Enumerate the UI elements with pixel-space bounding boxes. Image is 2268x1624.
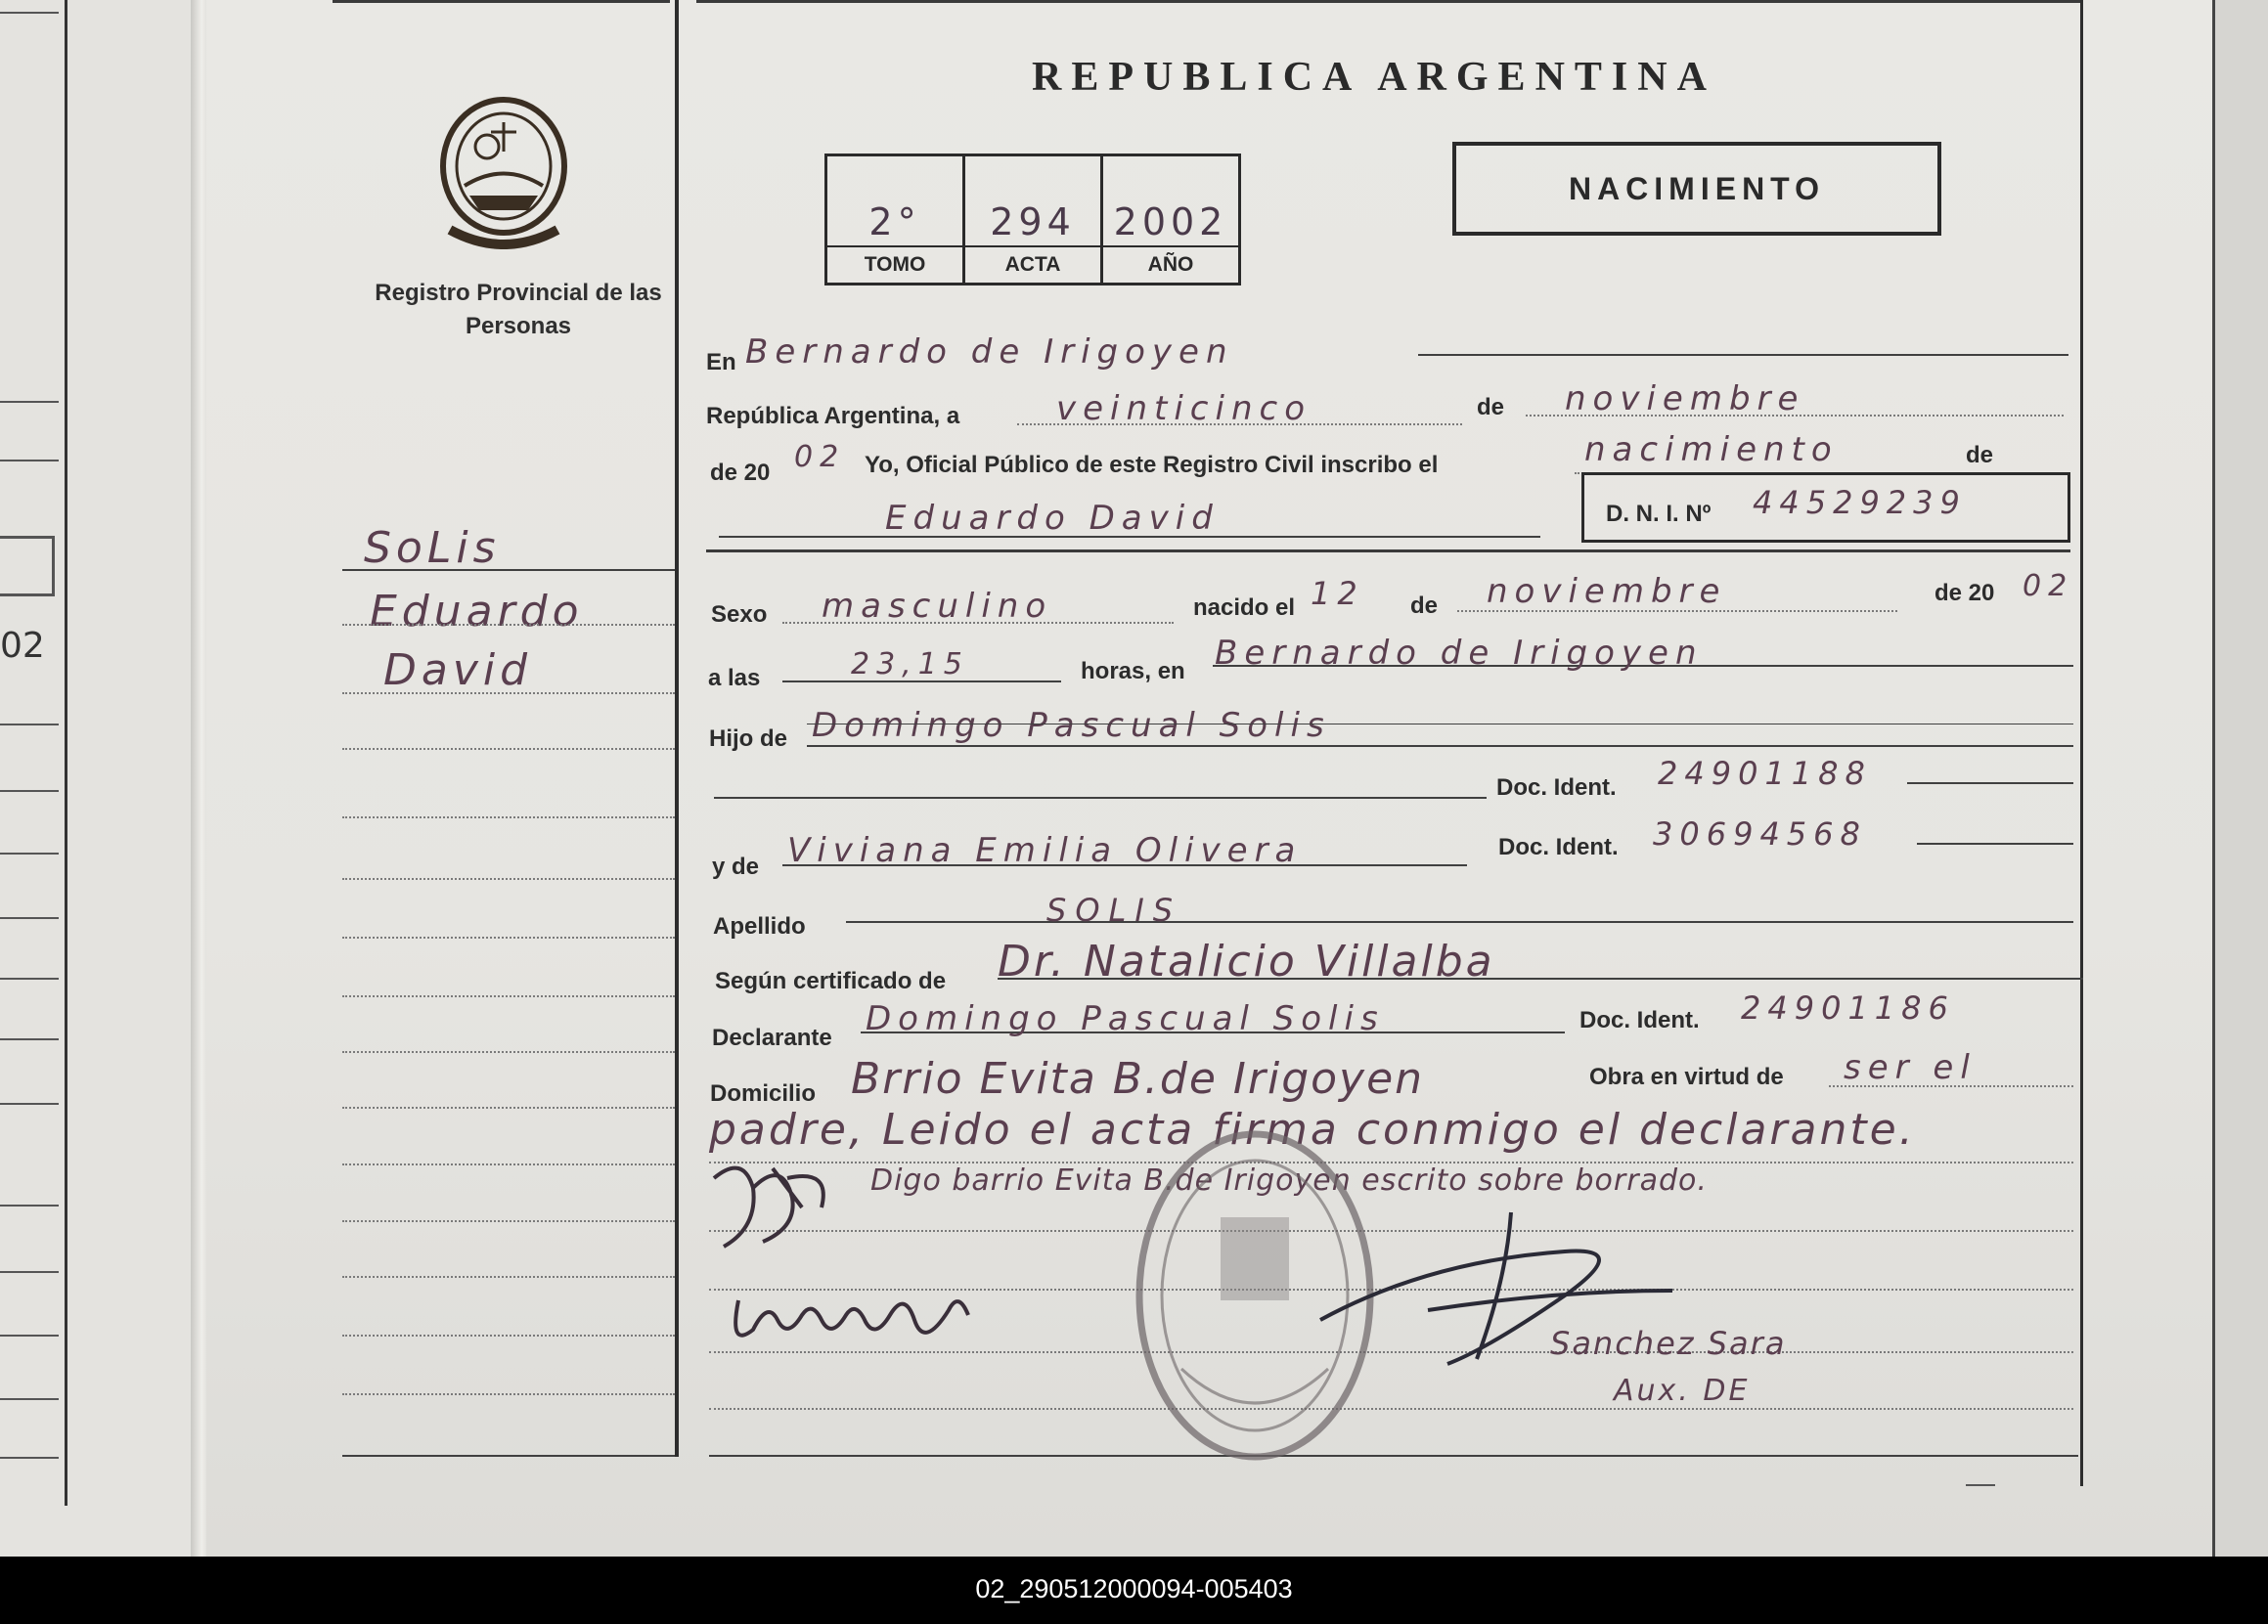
tomo-value: 2°	[868, 200, 921, 243]
left-page-line	[0, 853, 59, 855]
official-label: Yo, Oficial Público de este Registro Civil inscribo el	[865, 452, 1439, 478]
right-edge-line	[2212, 0, 2215, 1557]
margin-first-name: Eduardo	[370, 587, 584, 636]
mother-doc: 30694568	[1653, 815, 1867, 853]
en-label: En	[706, 349, 736, 375]
record-type-box: NACIMIENTO	[1452, 142, 1941, 236]
left-page-line	[0, 790, 59, 792]
republica-label: República Argentina, a	[706, 403, 960, 429]
fill-line	[709, 1408, 2073, 1410]
dni-label: D. N. I. Nº	[1606, 501, 1712, 527]
declarant-doc: 24901186	[1741, 989, 1955, 1027]
margin-line	[342, 1163, 675, 1165]
de20-label: de 20	[710, 460, 771, 486]
right-page-edge	[2212, 0, 2268, 1557]
official-rank-signature: Aux. DE	[1614, 1374, 1751, 1408]
birth-day: 12	[1311, 575, 1364, 612]
de-label: de	[1477, 394, 1505, 420]
fill-line	[846, 921, 2073, 923]
registration-day: veinticinco	[1056, 389, 1312, 428]
correction-note: Digo barrio Evita B.de Irigoyen escrito sobre borrado.	[870, 1163, 1708, 1198]
dni-value: 44529239	[1753, 484, 1967, 521]
hijo-label: Hijo de	[709, 725, 788, 752]
margin-line	[342, 816, 675, 818]
margin-line	[342, 1220, 675, 1222]
left-page-line	[0, 1398, 59, 1400]
horas-label: horas, en	[1081, 658, 1185, 684]
top-rule-right	[696, 0, 2080, 3]
left-page-box	[0, 536, 55, 596]
book-fold	[191, 0, 206, 1557]
declarante-label: Declarante	[712, 1025, 832, 1051]
left-page-line	[0, 1103, 59, 1105]
left-page-line	[0, 12, 59, 14]
cert-label: Según certificado de	[715, 968, 947, 994]
nacido-label: nacido el	[1193, 594, 1296, 621]
form-right-border	[2080, 0, 2083, 1486]
surname-value: SOLIS	[1046, 892, 1182, 929]
declarant-initials-signature-icon	[704, 1149, 841, 1256]
acta-value: 294	[990, 200, 1076, 243]
top-rule-left	[333, 0, 670, 3]
obra-value: ser el	[1844, 1048, 1977, 1087]
misiones-seal-icon	[430, 93, 577, 249]
left-page-line	[0, 1205, 59, 1207]
ano-label: AÑO	[1103, 245, 1238, 283]
certifying-doctor: Dr. Natalicio Villalba	[998, 937, 1495, 987]
margin-line	[342, 569, 675, 571]
birth-month: noviembre	[1487, 572, 1727, 611]
father-doc-label: Doc. Ident.	[1496, 774, 1617, 801]
registration-month: noviembre	[1565, 379, 1805, 418]
obra-continuation: padre, Leido el acta firma conmigo el declarante.	[709, 1105, 1916, 1155]
official-name-signature: Sanchez Sara	[1550, 1325, 1787, 1362]
domicilio-label: Domicilio	[710, 1080, 817, 1107]
place-of-registry: Bernardo de Irigoyen	[745, 332, 1234, 372]
left-page-line	[0, 1457, 59, 1459]
birth-place: Bernardo de Irigoyen	[1215, 634, 1704, 673]
left-page-line	[0, 978, 59, 980]
left-page-line	[0, 917, 59, 919]
mother-label: y de	[712, 854, 760, 880]
alas-label: a las	[708, 665, 761, 691]
father-doc: 24901188	[1658, 755, 1872, 792]
left-page-line	[0, 724, 59, 725]
margin-line	[342, 937, 675, 939]
fill-line	[1907, 782, 2073, 784]
fill-line	[714, 797, 1487, 799]
child-name: Eduardo David	[885, 499, 1220, 538]
tomo-label: TOMO	[827, 245, 962, 283]
record-cell-tomo	[827, 156, 965, 283]
father-name: Domingo Pascual Solis	[812, 706, 1331, 745]
sexo-label: Sexo	[711, 601, 768, 628]
apellido-label: Apellido	[713, 913, 806, 940]
margin-line	[342, 748, 675, 750]
obra-label: Obra en virtud de	[1589, 1064, 1784, 1090]
margin-line	[342, 624, 675, 626]
act-type: nacimiento	[1584, 430, 1839, 469]
margin-line	[342, 1393, 675, 1395]
margin-line	[342, 692, 675, 694]
margin-line	[342, 995, 675, 997]
country-title: REPUBLICA ARGENTINA	[1032, 55, 1716, 100]
declarant-name: Domingo Pascual Solis	[866, 999, 1385, 1038]
margin-line	[342, 1107, 675, 1109]
margin-line	[342, 1335, 675, 1337]
birth-time: 23,15	[851, 647, 969, 681]
left-page-line	[0, 1038, 59, 1040]
left-page-year-fragment: 02	[0, 626, 45, 666]
margin-divider	[675, 0, 679, 1457]
form-bottom-line	[709, 1455, 2078, 1457]
registration-year: 02	[794, 440, 846, 474]
birth-de20-label: de 20	[1934, 580, 1995, 606]
birth-de-label: de	[1410, 593, 1439, 619]
margin-surname: SoLis	[364, 523, 501, 573]
section-rule	[706, 549, 2070, 552]
left-facing-page	[0, 0, 196, 1557]
left-page-line	[0, 401, 59, 403]
declarante-doc-label: Doc. Ident.	[1579, 1007, 1700, 1033]
declarant-signature-icon	[719, 1261, 993, 1369]
fill-line	[1418, 354, 2068, 356]
margin-second-name: David	[383, 645, 533, 695]
margin-line	[342, 1276, 675, 1278]
left-page-line	[0, 1271, 59, 1273]
mother-name: Viviana Emilia Olivera	[787, 831, 1303, 870]
ano-value: 2002	[1113, 200, 1228, 243]
mother-doc-label: Doc. Ident.	[1498, 834, 1619, 860]
left-page-line	[0, 1335, 59, 1337]
sex-value: masculino	[822, 587, 1053, 626]
record-cell-ano	[1103, 156, 1238, 283]
pen-mark	[1966, 1484, 1995, 1486]
document-id: 02_290512000094-005403	[975, 1574, 1293, 1603]
official-de-label: de	[1966, 442, 1994, 468]
left-page-border	[65, 0, 67, 1506]
record-number-table	[824, 154, 1241, 285]
margin-line	[342, 1051, 675, 1053]
birth-year: 02	[2023, 569, 2074, 603]
acta-label: ACTA	[965, 245, 1100, 283]
margin-line	[342, 878, 675, 880]
margin-line	[342, 1455, 675, 1457]
record-cell-acta	[965, 156, 1103, 283]
fill-line	[1917, 843, 2073, 845]
address-value: Brrio Evita B.de Irigoyen	[851, 1054, 1425, 1104]
fill-line	[807, 745, 2073, 747]
left-page-line	[0, 460, 59, 461]
registry-name: Registro Provincial de las Personas	[375, 280, 662, 339]
